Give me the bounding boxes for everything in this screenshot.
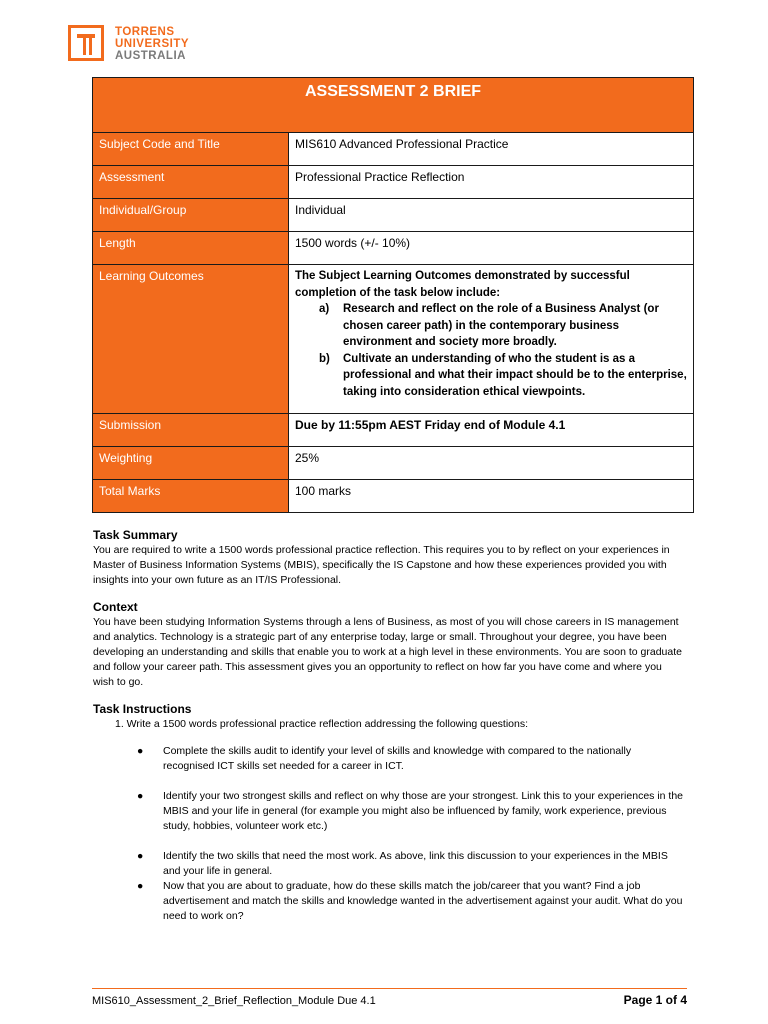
- list-item-text: Identify your two strongest skills and reflect on why those are your strongest. Link this to your experiences in the MBIS and your life in general (for example you might also be influenced by family, work experience, previous study, hobbies, volunteer work etc.): [163, 790, 684, 832]
- bullet-icon: ●: [137, 790, 144, 802]
- row-label: Submission: [93, 414, 289, 447]
- row-value: 25%: [289, 447, 694, 480]
- table-row: [93, 199, 694, 232]
- list-marker: a): [319, 303, 330, 315]
- torrens-logo: [68, 25, 228, 67]
- table-row: [93, 414, 694, 447]
- row-value: Due by 11:55pm AEST Friday end of Module 4.1: [289, 414, 694, 447]
- task-summary-heading: Task Summary: [93, 528, 178, 542]
- learning-outcomes-list: [295, 301, 687, 400]
- learning-outcomes-intro: The Subject Learning Outcomes demonstrated by successful completion of the task below include:: [295, 270, 630, 299]
- list-item: [137, 744, 683, 774]
- list-item: [319, 301, 687, 351]
- list-item: [319, 351, 687, 401]
- footer-doc-name: MIS610_Assessment_2_Brief_Reflection_Module Due 4.1: [92, 995, 376, 1007]
- torrens-logo-icon: [68, 25, 104, 61]
- row-value: Professional Practice Reflection: [289, 166, 694, 199]
- row-label: Learning Outcomes: [93, 265, 289, 414]
- task-instructions-heading: Task Instructions: [93, 702, 192, 716]
- assessment-brief-table: [92, 77, 694, 513]
- row-label: Individual/Group: [93, 199, 289, 232]
- table-row-learning-outcomes: [93, 265, 694, 414]
- list-item: [137, 789, 684, 834]
- list-item-text: Identify the two skills that need the most work. As above, link this discussion to your experiences in the MBIS and your life in general.: [163, 850, 668, 877]
- row-label: Length: [93, 232, 289, 265]
- instruction-bullets: [93, 744, 683, 924]
- row-label: Subject Code and Title: [93, 133, 289, 166]
- bullet-icon: ●: [137, 850, 144, 862]
- list-item-text: Research and reflect on the role of a Business Analyst (or chosen career path) in the contemporary business environment and society more broadly.: [343, 303, 659, 348]
- row-value: 100 marks: [289, 480, 694, 513]
- list-item: [137, 879, 683, 924]
- logo-line-3: AUSTRALIA: [115, 50, 186, 62]
- logo-line-2: UNIVERSITY: [115, 38, 190, 50]
- table-row: [93, 480, 694, 513]
- list-item: [137, 849, 683, 879]
- instruction-item-1: 1. Write a 1500 words professional practice reflection addressing the following questions:: [115, 718, 529, 730]
- row-label: Assessment: [93, 166, 289, 199]
- brief-title: ASSESSMENT 2 BRIEF: [93, 78, 694, 133]
- row-label: Total Marks: [93, 480, 289, 513]
- table-row: [93, 166, 694, 199]
- row-label: Weighting: [93, 447, 289, 480]
- footer-page-number: Page 1 of 4: [623, 993, 687, 1007]
- task-summary-text: You are required to write a 1500 words professional practice reflection. This requires you to by reflect on your experiences in Master of Business Information Systems (MBIS), specifically the IS Capstone and how these experiences provided you with insights into your own future as an IT/IS Professional.: [93, 544, 670, 586]
- row-value: Individual: [289, 199, 694, 232]
- logo-wordmark: [115, 26, 189, 62]
- list-item-text: Now that you are about to graduate, how do these skills match the job/career that you want? Find a job advertisement and match the skills and knowledge wanted in the advertisement against your audit. What do you need to work on?: [163, 880, 683, 922]
- context-text: You have been studying Information Systems through a lens of Business, as most of you will chose careers in IS management and analytics. Technology is a strategic part of any enterprise today, large or small. Throughout your degree, you have been developing an understanding and skills that enable you to work at a high level in these environments. You are soon to graduate and follow your career path. This assessment gives you an opportunity to reflect on how far you have come and where you wish to go.: [93, 616, 682, 688]
- context-heading: Context: [93, 600, 138, 614]
- list-item-text: Complete the skills audit to identify your level of skills and knowledge with compared to the nationally recognised ICT skills set needed for a career in ICT.: [163, 745, 632, 772]
- learning-outcomes-value: [289, 265, 694, 414]
- table-row: [93, 232, 694, 265]
- list-item-text: Cultivate an understanding of who the student is as a professional and what their impact should be to the enterprise, taking into consideration ethical viewpoints.: [343, 352, 687, 398]
- logo-line-1: TORRENS: [115, 26, 175, 38]
- table-row: [93, 447, 694, 480]
- bullet-icon: ●: [137, 880, 144, 892]
- page-footer: [92, 988, 687, 1007]
- brief-body: [93, 528, 683, 924]
- bullet-icon: ●: [137, 745, 144, 757]
- table-row: [93, 133, 694, 166]
- row-value: MIS610 Advanced Professional Practice: [289, 133, 694, 166]
- list-marker: b): [319, 352, 330, 365]
- row-value: 1500 words (+/- 10%): [289, 232, 694, 265]
